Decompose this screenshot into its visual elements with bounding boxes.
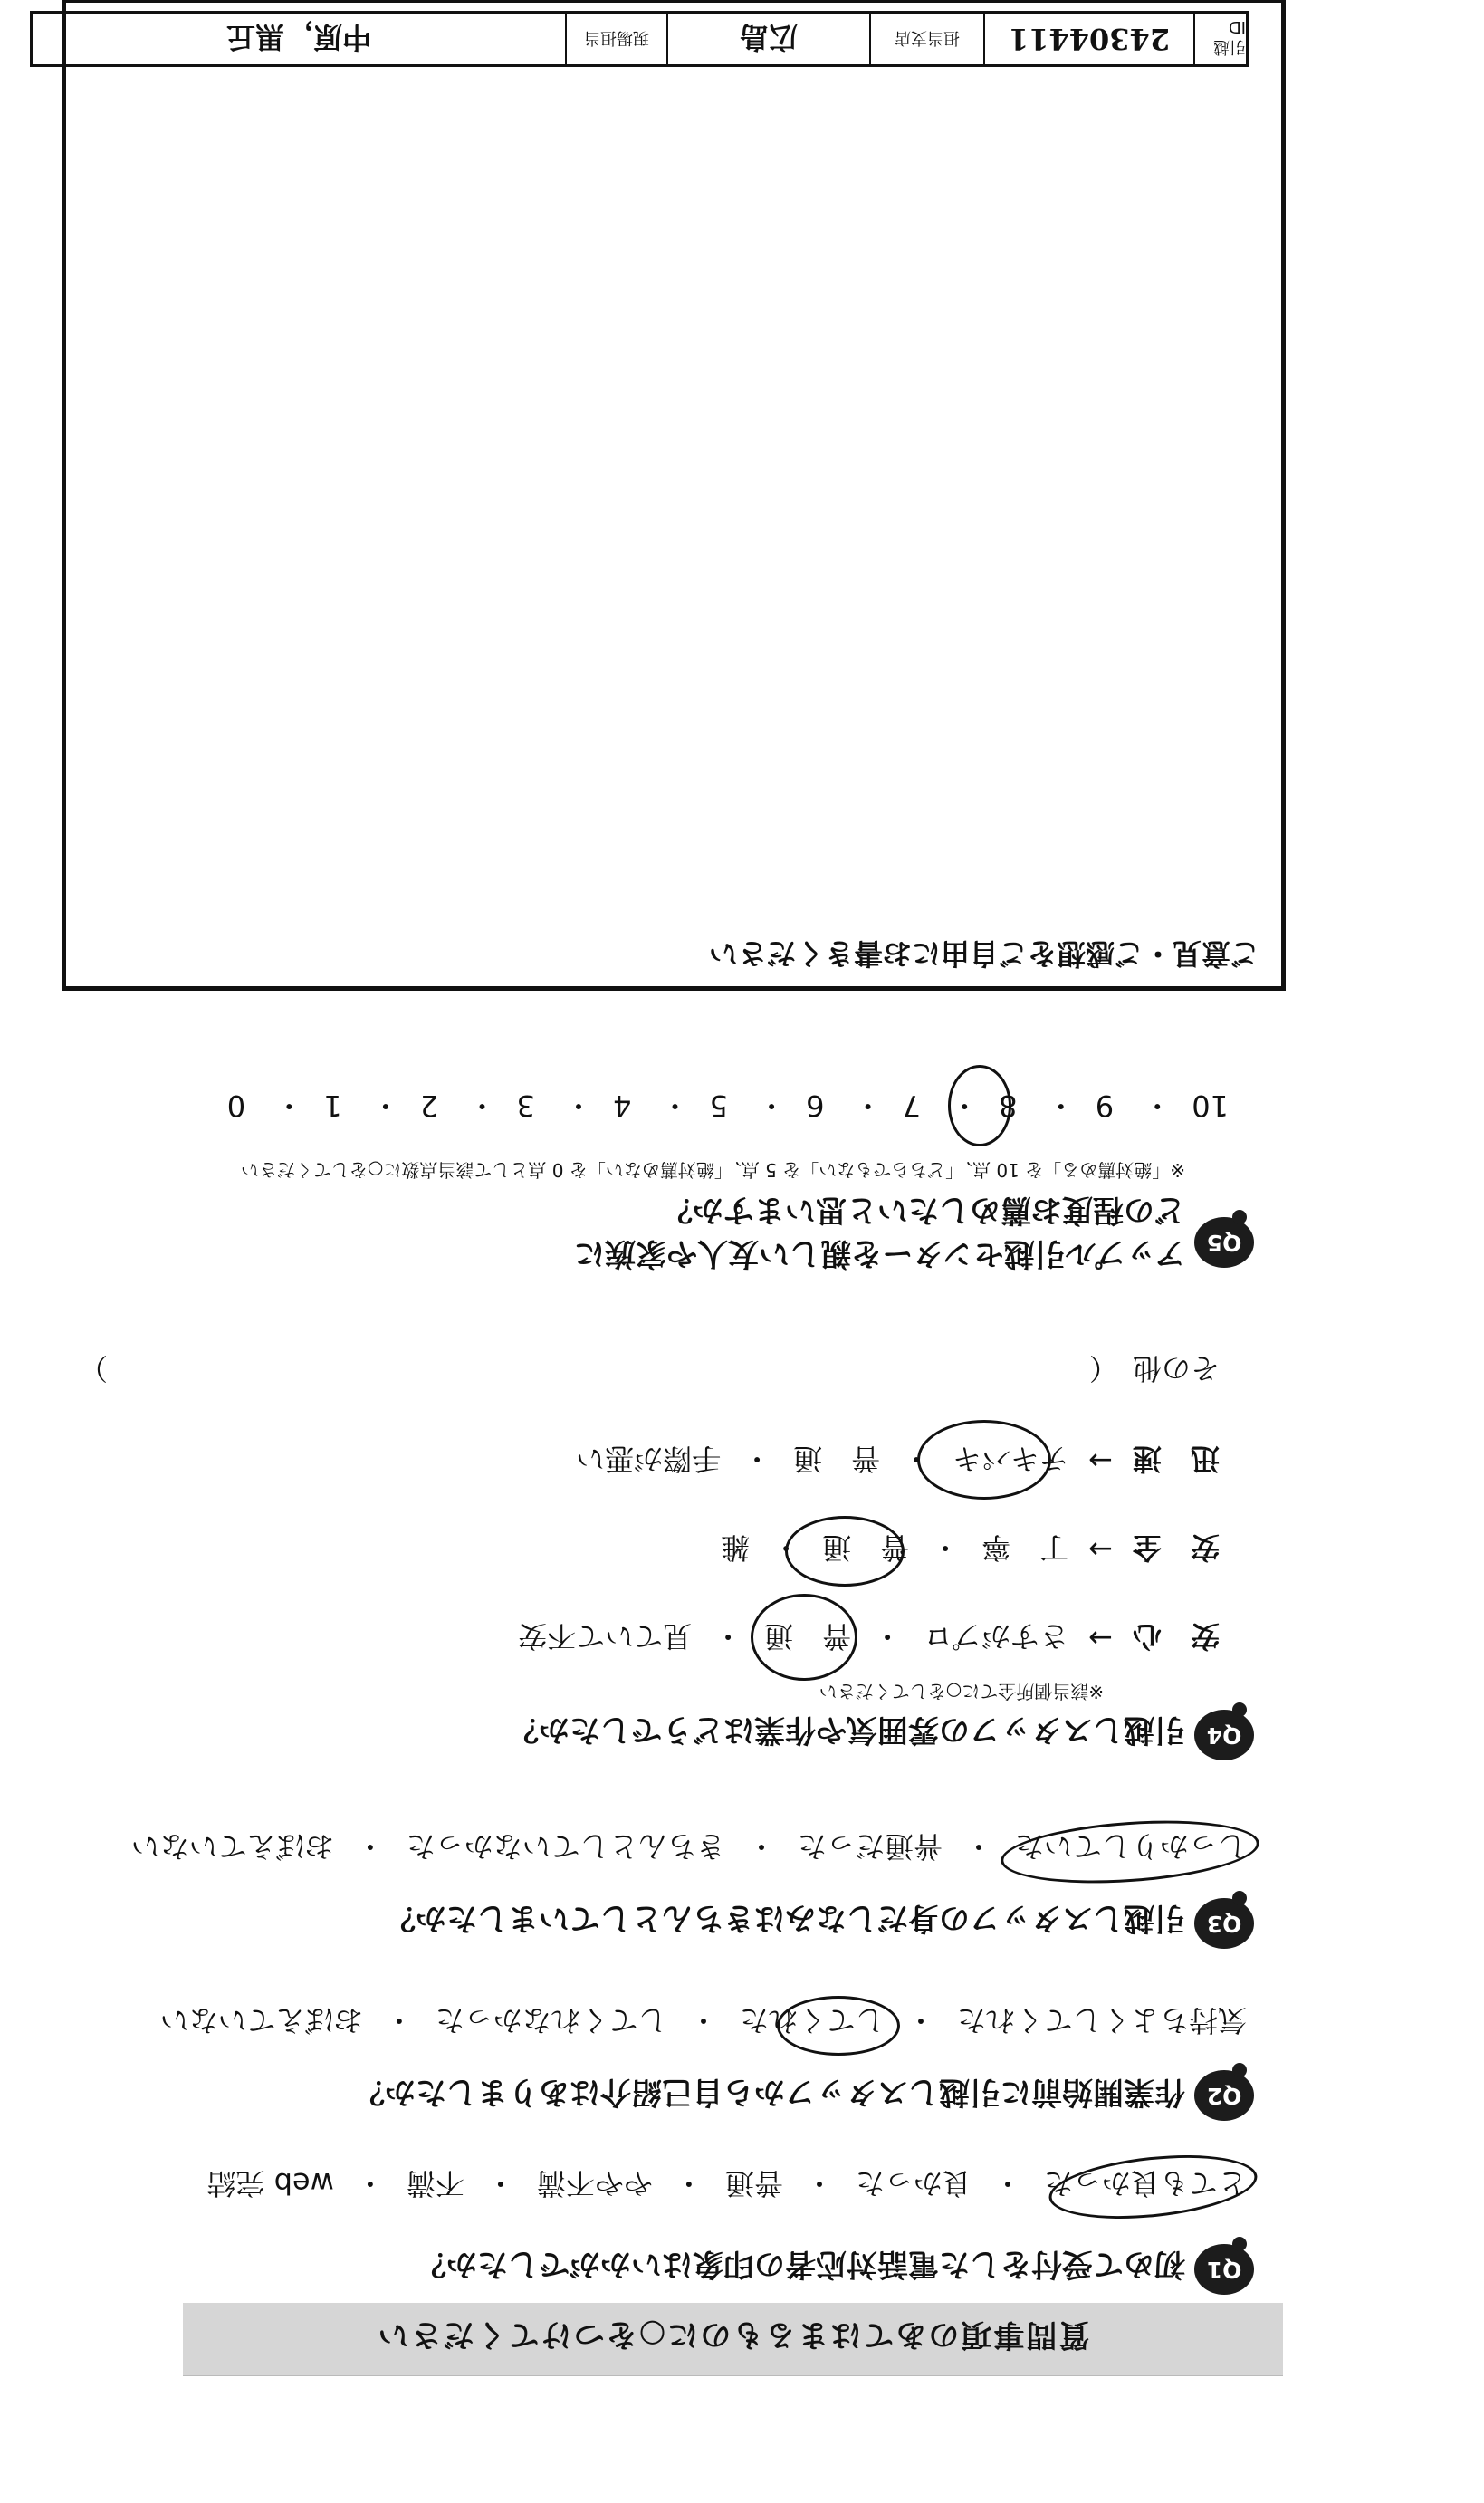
q3-badge: Q3 [1194, 1898, 1254, 1949]
leader-value: 中原，黒丘 [226, 20, 372, 54]
comment-label: ご意見・ご感想をご自由にお書きください [708, 936, 1259, 971]
q2-option-pleasant[interactable]: 気持ちよくしてくれた [956, 2003, 1247, 2038]
score-7[interactable]: 7 [902, 1088, 921, 1123]
q5-score-scale: 10・ 9・ 8・ 7・ 6・ 5・ 4・ 3・ 2・ 1・ 0 [226, 1088, 1229, 1123]
q4-option-brisk[interactable]: テキパキ [953, 1442, 1069, 1476]
q4-option-clumsy[interactable]: 手際が悪い [576, 1442, 722, 1476]
move-id-value: 24304411 [1008, 22, 1171, 56]
comment-box[interactable] [62, 0, 1286, 991]
score-10[interactable]: 10 [1192, 1088, 1229, 1123]
score-4[interactable]: 4 [613, 1088, 632, 1123]
q1-option-slightly-dissatisfied[interactable]: やや不満 [536, 2166, 653, 2201]
q3-question: 引越しスタッフの身だしなみはきちんとしていましたか？ [385, 1900, 1185, 1936]
q2-option-dont-remember[interactable]: おぼえていない [159, 2003, 363, 2038]
arrow-right-icon: → [1088, 1621, 1113, 1655]
score-0[interactable]: 0 [226, 1088, 246, 1123]
q4-other-label: その他 （ [1088, 1351, 1220, 1386]
q4-option-careful[interactable]: 丁 寧 [981, 1530, 1069, 1565]
q4-option-professional[interactable]: さすがプロ [924, 1619, 1069, 1654]
score-1[interactable]: 1 [323, 1088, 342, 1123]
q4-option-normal[interactable]: 普 通 [822, 1530, 910, 1565]
q4-other-close: ） [79, 1351, 109, 1386]
branch-value: 広島 [740, 20, 799, 54]
q4-row-label: 安 心 [1132, 1619, 1220, 1654]
q4-option-normal[interactable]: 普 通 [793, 1442, 881, 1476]
q1-option-good[interactable]: 良かった [855, 2166, 972, 2201]
q3-options: しっかりしていた ・ 普通だった ・ きちんとしていなかった ・ おぼえていない [131, 1827, 1247, 1869]
q1-option-dissatisfied[interactable]: 不満 [406, 2166, 464, 2201]
q5-badge: Q5 [1194, 1217, 1254, 1268]
q4-other-field[interactable] [79, 1349, 1220, 1391]
q3-option-not-neat[interactable]: きちんとしていなかった [406, 1829, 725, 1864]
q1-question: 初めて受付をした電話対応者の印象はいかがでしたか？ [416, 2246, 1185, 2282]
q4-row-label: 迅 速 [1132, 1442, 1220, 1476]
score-3[interactable]: 3 [516, 1088, 535, 1123]
q2-options: 気持ちよくしてくれた ・ してくれた ・ してくれなかった ・ おぼえていない [160, 2001, 1247, 2043]
instruction-text: 質問事項のあてはまるものに○をつけてください [376, 2316, 1090, 2353]
q4-row-speed: 迅 速 → テキパキ ・ 普 通 ・ 手際が悪い [576, 1440, 1220, 1482]
score-2[interactable]: 2 [419, 1088, 439, 1123]
move-id-label: 引越 ID [1213, 17, 1246, 57]
leader-label: 現場担当 [584, 28, 649, 47]
q4-option-rough[interactable]: 雑 [721, 1530, 751, 1565]
q2-option-no[interactable]: してくれなかった [435, 2003, 667, 2038]
q4-badge: Q4 [1194, 1710, 1254, 1760]
q4-note: ※該当個所全てに○をしてください [819, 1681, 1104, 1702]
meta-table [30, 11, 1249, 67]
q2-question: 作業開始前に引越しスタッフから自己紹介はありましたか？ [354, 2074, 1185, 2110]
q1-badge: Q1 [1194, 2244, 1254, 2295]
q2-option-yes[interactable]: してくれた [739, 2003, 885, 2038]
q3-option-normal[interactable]: 普通だった [797, 1829, 943, 1864]
q5-question-line1: アップル引越センターを親しい友人や家族に [574, 1235, 1185, 1271]
q2-badge: Q2 [1194, 2070, 1254, 2121]
q5-note: ※「絶対薦める」を 10 点、「どちらでもない」を 5 点、「絶対薦めない」を 0 点として該当点数に○をしてください [240, 1159, 1185, 1181]
q3-option-neat[interactable]: しっかりしていた [1014, 1829, 1247, 1864]
q4-option-worrying[interactable]: 見ていて不安 [518, 1619, 693, 1654]
q1-option-very-good[interactable]: とても良かった [1043, 2166, 1247, 2201]
q1-option-normal[interactable]: 普通 [724, 2166, 783, 2201]
branch-label: 担当支店 [895, 28, 960, 47]
q5-question-line2: どの程度お薦めしたいと思いますか？ [662, 1192, 1185, 1228]
score-9[interactable]: 9 [1095, 1088, 1115, 1123]
q1-option-web[interactable]: web 完結 [206, 2166, 334, 2201]
q4-option-normal[interactable]: 普 通 [764, 1619, 852, 1654]
score-6[interactable]: 6 [806, 1088, 825, 1123]
q3-option-dont-remember[interactable]: おぼえていない [130, 1829, 334, 1864]
arrow-right-icon: → [1088, 1532, 1113, 1567]
q4-question: 引越しスタッフの雰囲気や作業はどうでしたか？ [508, 1712, 1185, 1748]
score-8[interactable]: 8 [999, 1088, 1018, 1123]
score-5[interactable]: 5 [709, 1088, 728, 1123]
q4-row-label: 安 全 [1132, 1530, 1220, 1565]
arrow-right-icon: → [1088, 1443, 1113, 1478]
q1-options: とても良かった ・ 良かった ・ 普通 ・ やや不満 ・ 不満 ・ web 完結 [206, 2164, 1247, 2206]
q4-row-safety: 安 全 → 丁 寧 ・ 普 通 ・ 雑 [721, 1529, 1220, 1570]
q4-row-reassurance: 安 心 → さすがプロ ・ 普 通 ・ 見ていて不安 [518, 1617, 1220, 1659]
